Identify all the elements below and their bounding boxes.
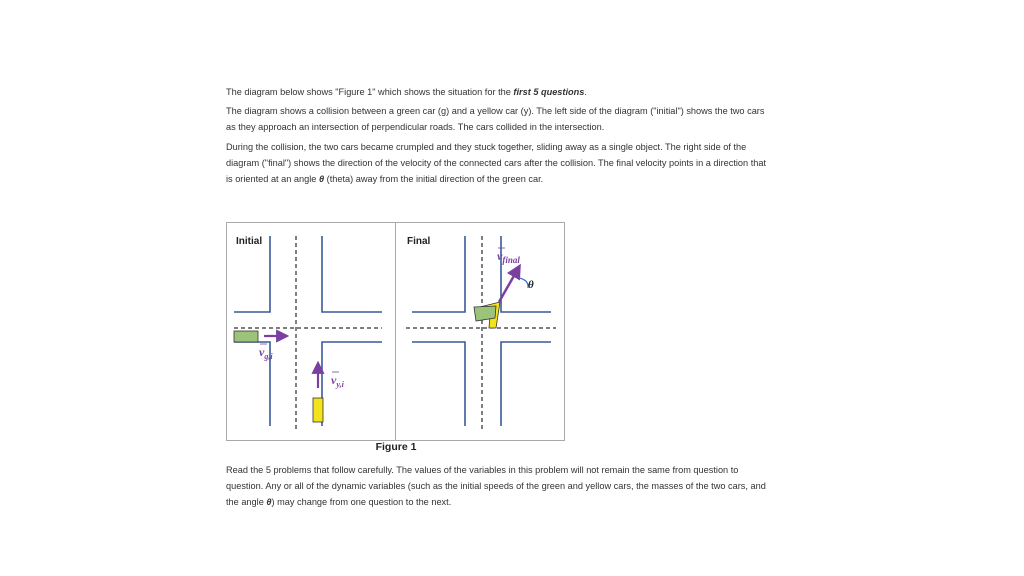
intro-p3-prefix: During the collision, the two cars became crumpled and they stuck together, sliding away as a single object. The right side of the diagram ("final") shows the direction of the velocity of the connected cars after the collision. The final velocity points in a direction that is oriented at an angle: [226, 142, 767, 184]
intro-p3-suffix: (theta) away from the initial direction of the green car.: [324, 174, 544, 184]
figure-1: [226, 222, 566, 442]
intro-line-1: [226, 84, 771, 100]
theta-arc: [519, 278, 528, 288]
outro-paragraph: [226, 462, 771, 510]
figure-svg: [226, 222, 566, 442]
vy-initial-label: $v_{y,i}$: [331, 373, 344, 389]
intro-paragraph-2: The diagram shows a collision between a green car (g) and a yellow car (y). The left side of the diagram ("initial") shows the two cars as they approach an intersection of perpendicular roads. The cars collided in the intersection.: [226, 106, 765, 132]
intro-line-1-prefix: The diagram below shows "Figure 1" which shows the situation for the: [226, 87, 514, 97]
intro-p3-theta: θ: [318, 174, 325, 184]
intro-paragraph-3: [226, 139, 771, 187]
intro-text: [226, 84, 771, 187]
outro-theta: θ: [266, 497, 272, 507]
vfinal-arrow: [499, 267, 519, 302]
figure-caption: Figure 1: [375, 441, 417, 453]
vfinal-label: $v_{final}$: [497, 249, 520, 265]
intro-line-1-suffix: .: [584, 87, 587, 97]
outro-text: [226, 462, 771, 510]
vg-initial-label: $v_{g,i}$: [259, 345, 273, 361]
initial-panel-label: Initial: [236, 236, 263, 247]
outro-suffix: ) may change from one question to the next.: [271, 497, 452, 507]
outro-prefix: Read the 5 problems that follow carefully. The values of the variables in this problem will not remain the same from question to question. Any or all of the dynamic variables (such as the initial speeds of the green and yellow cars, the masses of the two cars, and the angle: [226, 465, 766, 507]
theta-label: θ: [528, 279, 534, 291]
yellow-car-initial: [313, 398, 323, 422]
final-panel-frame: [396, 223, 565, 441]
final-panel-label: Final: [407, 236, 431, 247]
green-car-initial: [234, 331, 258, 342]
intro-emphasis: first 5 questions: [513, 87, 585, 97]
green-car-final: [474, 306, 496, 321]
